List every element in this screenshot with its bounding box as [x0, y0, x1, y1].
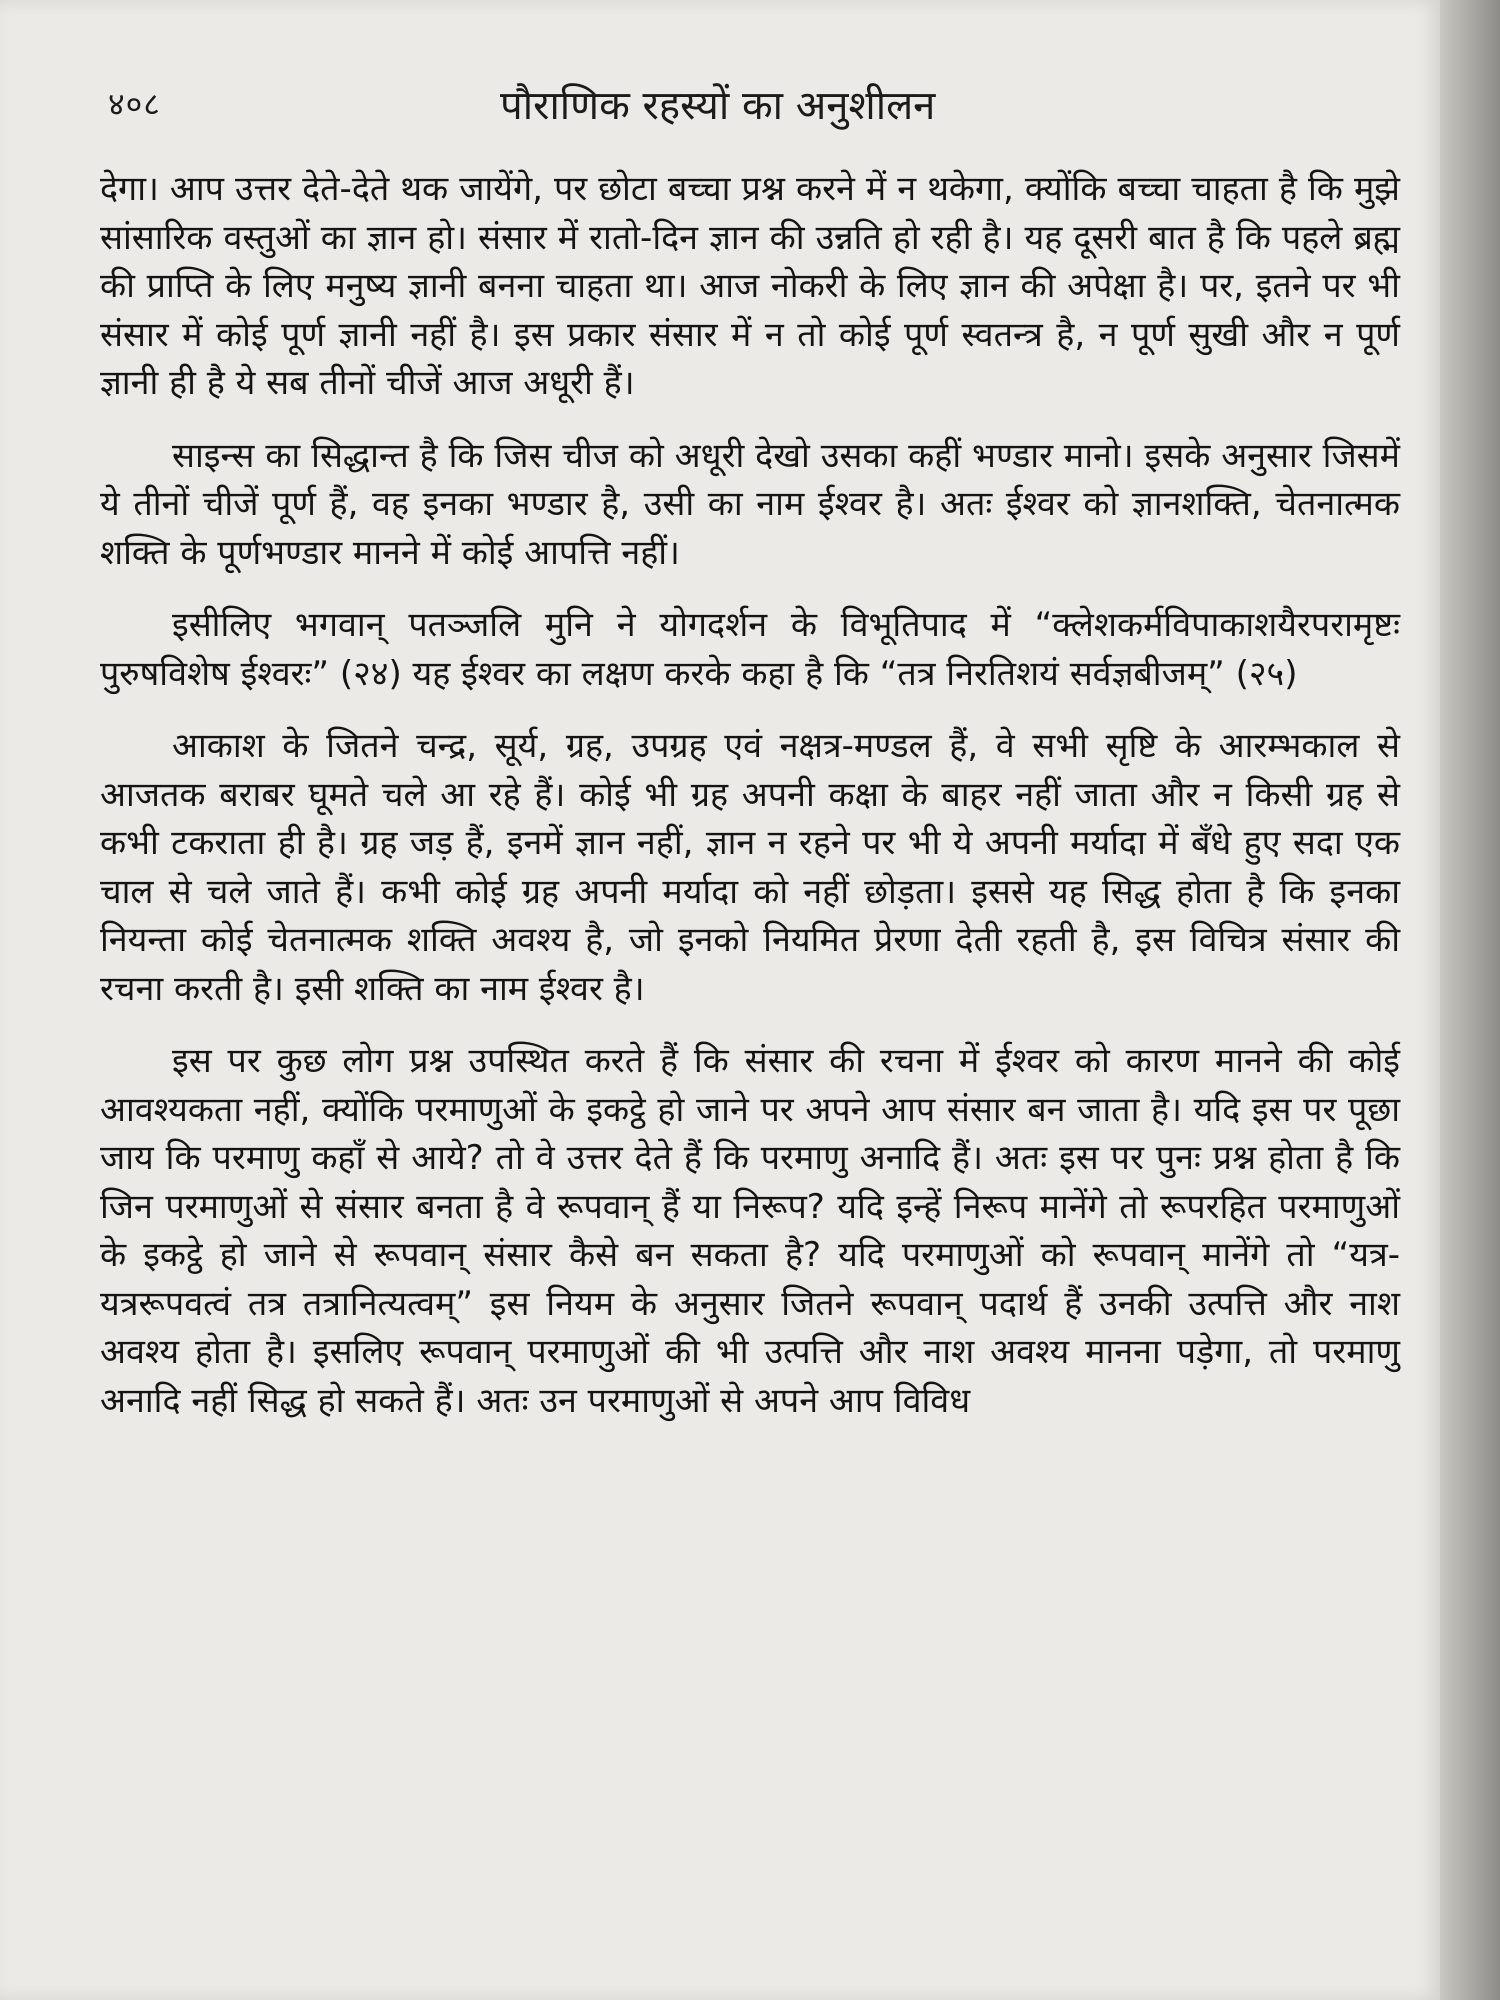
- page-header: [0, 70, 1440, 130]
- running-title: पौराणिक रहस्यों का अनुशीलन: [500, 83, 936, 129]
- paragraph-continuation: देगा। आप उत्तर देते-देते थक जायेंगे, पर छोटा बच्चा प्रश्न करने में न थकेगा, क्योंकि बच्चा चाहता है कि मुझे सांसारिक वस्तुओं का ज्ञान हो। संसार में रातो-दिन ज्ञान की उन्नति हो रही है। यह दूसरी बात है कि पहले ब्रह्म की प्राप्ति के लिए मनुष्य ज्ञानी बनना चाहता था। आज नोकरी के लिए ज्ञान की अपेक्षा है। पर, इतने पर भी संसार में कोई पूर्ण ज्ञानी नहीं है। इस प्रकार संसार में न तो कोई पूर्ण स्वतन्त्र है, न पूर्ण सुखी और न पूर्ण ज्ञानी ही है ये सब तीनों चीजें आज अधूरी हैं।: [100, 169, 1400, 403]
- paragraph-planets: आकाश के जितने चन्द्र, सूर्य, ग्रह, उपग्रह एवं नक्षत्र-मण्डल हैं, वे सभी सृष्टि के आरम्भकाल से आजतक बराबर घूमते चले आ रहे हैं। कोई भी ग्रह अपनी कक्षा के बाहर नहीं जाता और न किसी ग्रह से कभी टकराता ही है। ग्रह जड़ हैं, इनमें ज्ञान नहीं, ज्ञान न रहने पर भी ये अपनी मर्यादा में बँधे हुए सदा एक चाल से चले जाते हैं। कभी कोई ग्रह अपनी मर्यादा को नहीं छोड़ता। इससे यह सिद्ध होता है कि इनका नियन्ता कोई चेतनात्मक शक्ति अवश्य है, जो इनको नियमित प्रेरणा देती रहती है, इस विचित्र संसार की रचना करती है। इसी शक्ति का नाम ईश्वर है।: [100, 726, 1400, 1009]
- page-edge-shadow: [1440, 0, 1500, 2000]
- page-body: [100, 165, 1400, 1449]
- page-number: ४०८: [108, 85, 161, 123]
- paragraph-science-principle: साइन्स का सिद्धान्त है कि जिस चीज को अधूरी देखो उसका कहीं भण्डार मानो। इसके अनुसार जिसमें ये तीनों चीजें पूर्ण हैं, वह इनका भण्डार है, उसी का नाम ईश्वर है। अतः ईश्वर को ज्ञानशक्ति, चेतनात्मक शक्ति के पूर्णभण्डार मानने में कोई आपत्ति नहीं।: [100, 435, 1400, 573]
- paragraph-atoms: इस पर कुछ लोग प्रश्न उपस्थित करते हैं कि संसार की रचना में ईश्वर को कारण मानने की कोई आवश्यकता नहीं, क्योंकि परमाणुओं के इकट्ठे हो जाने पर अपने आप संसार बन जाता है। यदि इस पर पूछा जाय कि परमाणु कहाँ से आये? तो वे उत्तर देते हैं कि परमाणु अनादि हैं। अतः इस पर पुनः प्रश्न होता है कि जिन परमाणुओं से संसार बनता है वे रूपवान् हैं या निरूप? यदि इन्हें निरूप मानेंगे तो रूपरहित परमाणुओं के इकट्ठे हो जाने से रूपवान् संसार कैसे बन सकता है? यदि परमाणुओं को रूपवान् मानेंगे तो “यत्र-यत्ररूपवत्वं तत्र तत्रानित्यत्वम्” इस नियम के अनुसार जितने रूपवान् पदार्थ हैं उनकी उत्पत्ति और नाश अवश्य होता है। इसलिए रूपवान् परमाणुओं की भी उत्पत्ति और नाश अवश्य मानना पड़ेगा, तो परमाणु अनादि नहीं सिद्ध हो सकते हैं। अतः उन परमाणुओं से अपने आप विविध: [100, 1041, 1400, 1421]
- paragraph-patanjali-sutra: इसीलिए भगवान् पतञ्जलि मुनि ने योगदर्शन के विभूतिपाद में “क्लेशकर्मविपाकाशयैरपरामृष्टः पुरुषविशेष ईश्वरः” (२४) यह ईश्वर का लक्षण करके कहा है कि “तत्र निरतिशयं सर्वज्ञबीजम्” (२५): [100, 605, 1400, 694]
